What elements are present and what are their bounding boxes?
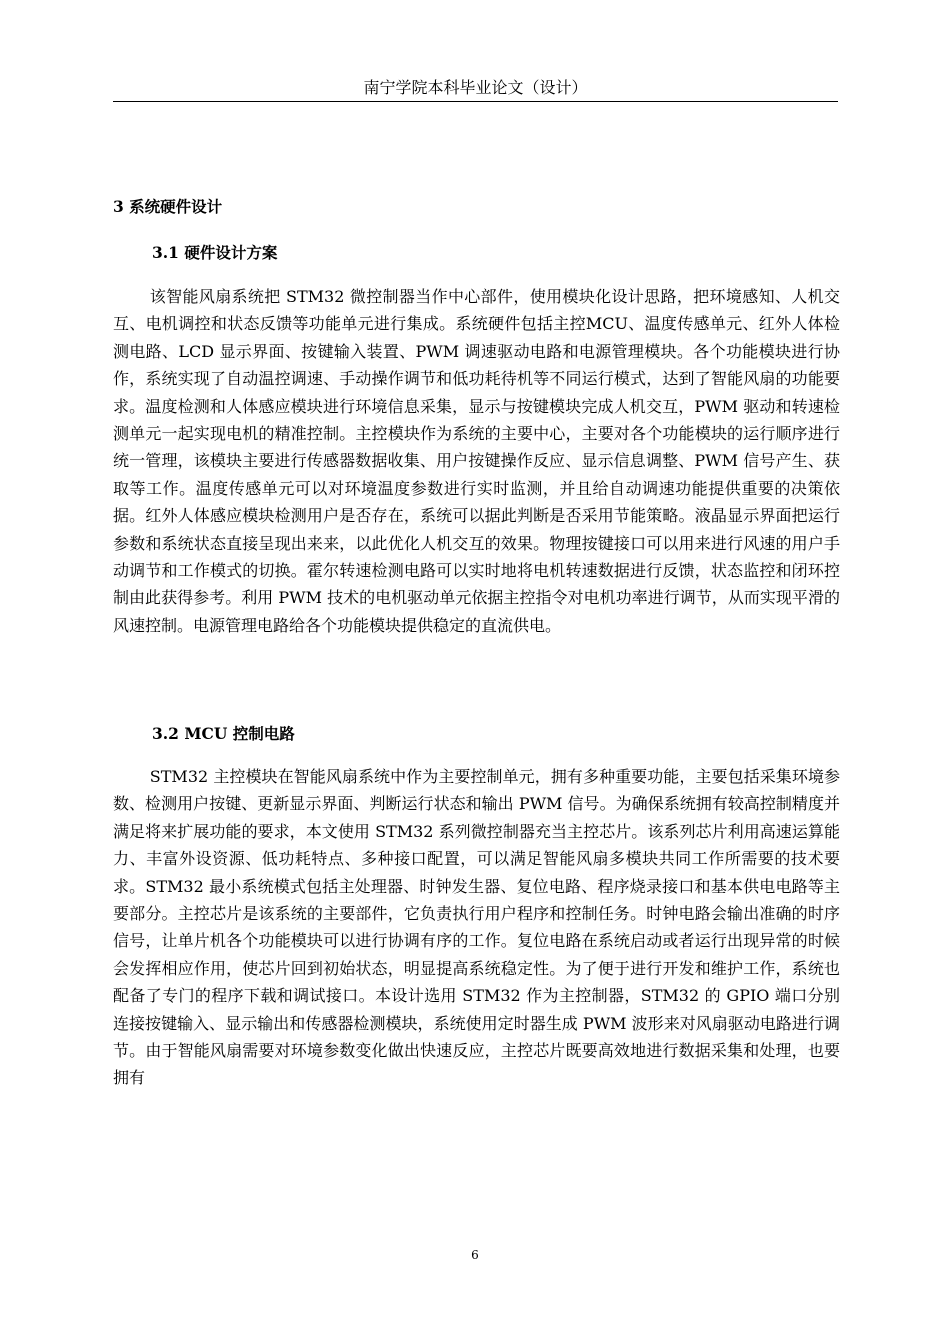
paragraph-hardware-design: 该智能风扇系统把 STM32 微控制器当作中心部件，使用模块化设计思路，把环境感知、人机交互、电机调控和状态反馈等功能单元进行集成。系统硬件包括主控MCU、温度传感单元、红外人体检测电路、LCD 显示界面、按键输入装置、PWM 调速驱动电路和电源管理模块。各个功能模块进行协作，系统实现了自动温控调速、手动操作调节和低功耗待机等不同运行模式，达到了智能风扇的功能要求。温度检测和人体感应模块进行环境信息采集，显示与按键模块完成人机交互，PWM 驱动和转速检测单元一起实现电机的精准控制。主控模块作为系统的主要中心，主要对各个功能模块的运行顺序进行统一管理，该模块主要进行传感器数据收集、用户按键操作反应、显示信息调整、PWM 信号产生、获取等工作。温度传感单元可以对环境温度参数进行实时监测，并且给自动调速功能提供重要的决策依据。红外人体感应模块检测用户是否存在，系统可以据此判断是否采用节能策略。液晶显示界面把运行参数和系统状态直接呈现出来来，以此优化人机交互的效果。物理按键接口可以用来进行风速的用户手动调节和工作模式的切换。霍尔转速检测电路可以实时地将电机转速数据进行反馈，状态监控和闭环控制由此获得参考。利用 PWM 技术的电机驱动单元依据主控指令对电机功率进行调节，从而实现平滑的风速控制。电源管理电路给各个功能模块提供稳定的直流供电。 — [113, 287, 840, 635]
subsection-heading-3-2: 3.2 MCU 控制电路 — [152, 724, 295, 743]
subsection-heading-3-1: 3.1 硬件设计方案 — [152, 243, 278, 262]
header-divider — [113, 101, 838, 102]
page-number: 6 — [471, 1248, 479, 1262]
section-heading: 3 系统硬件设计 — [113, 197, 223, 216]
running-header: 南宁学院本科毕业论文（设计） — [363, 78, 588, 97]
paragraph-mcu-circuit: STM32 主控模块在智能风扇系统中作为主要控制单元，拥有多种重要功能，主要包括采集环境参数、检测用户按键、更新显示界面、判断运行状态和输出 PWM 信号。为确保系统拥有较高控制精度并满足将来扩展功能的要求，本文使用 STM32 系列微控制器充当主控芯片。该系列芯片利用高速运算能力、丰富外设资源、低功耗特点、多种接口配置，可以满足智能风扇多模块共同工作所需要的技术要求。STM32 最小系统模式包括主处理器、时钟发生器、复位电路、程序烧录接口和基本供电电路等主要部分。主控芯片是该系统的主要部件，它负责执行用户程序和控制任务。时钟电路会输出准确的时序信号，让单片机各个功能模块可以进行协调有序的工作。复位电路在系统启动或者运行出现异常的时候会发挥相应作用，使芯片回到初始状态，明显提高系统稳定性。为了便于进行开发和维护工作，系统也配备了专门的程序下载和调试接口。本设计选用 STM32 作为主控制器，STM32 的 GPIO 端口分别连接按键输入、显示输出和传感器检测模块，系统使用定时器生成 PWM 波形来对风扇驱动电路进行调节。由于智能风扇需要对环境参数变化做出快速反应，主控芯片既要高效地进行数据采集和处理，也要拥有 — [113, 767, 840, 1088]
